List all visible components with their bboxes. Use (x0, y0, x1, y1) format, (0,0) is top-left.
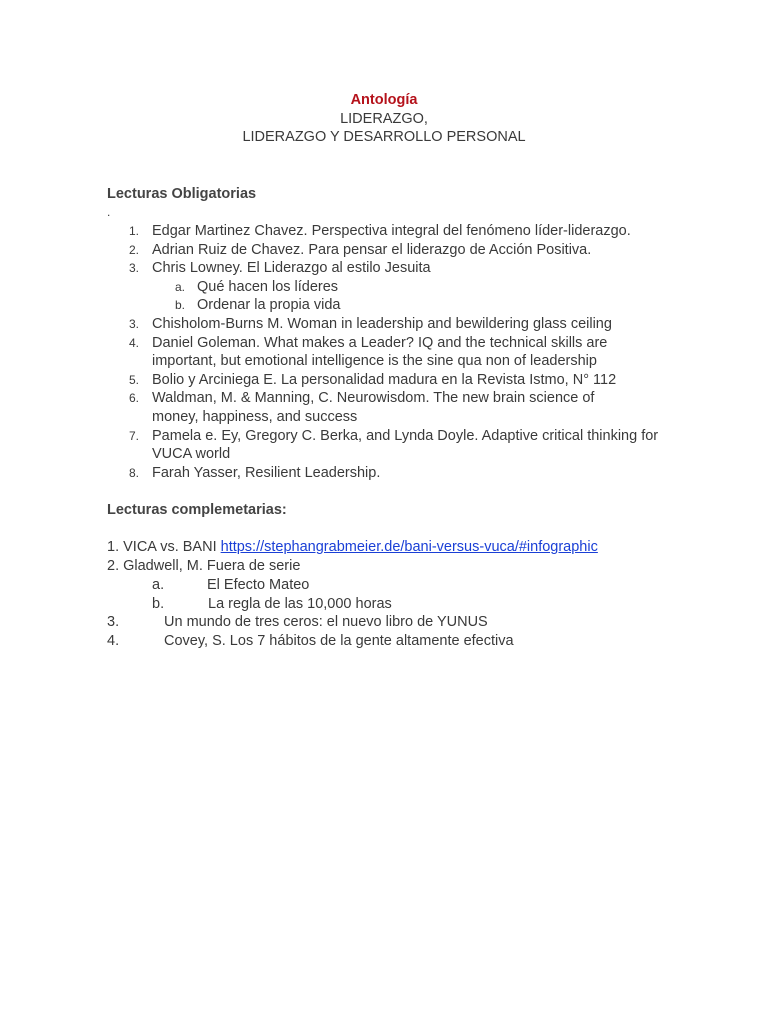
sub-item-text: La regla de las 10,000 horas (208, 596, 392, 612)
document-title: Antología (350, 92, 418, 108)
stray-bullet: . (107, 205, 111, 219)
item-text: Adrian Ruiz de Chavez. Para pensar el liderazgo de Acción Positiva. (152, 241, 592, 258)
sub-item-letter: a. (175, 279, 186, 294)
sub-item-text: El Efecto Mateo (207, 577, 310, 593)
item-text: Chris Lowney. El Liderazgo al estilo Jesuita (152, 260, 431, 277)
complementaria-item-3: Un mundo de tres ceros: el nuevo libro de YUNUS (164, 614, 488, 630)
sub-item-text: Ordenar la propia vida (197, 297, 341, 314)
item-number: 1. (129, 224, 140, 238)
item-text: Waldman, M. & Manning, C. Neurowisdom. The new brain science of money, happiness, and success (152, 390, 595, 425)
item-number: 7. (129, 428, 140, 443)
item-text: Farah Yasser, Resilient Leadership. (152, 464, 381, 481)
heading-lecturas-complementarias: Lecturas complemetarias: (107, 502, 287, 518)
item-text: Chisholom-Burns M. Woman in leadership and bewildering glass ceiling (152, 315, 612, 332)
infographic-link[interactable]: https://stephangrabmeier.de/bani-versus-vuca/#infographic (220, 539, 598, 555)
item-number: 3. (107, 614, 120, 630)
item-text: Edgar Martinez Chavez. Perspectiva integral del fenómeno líder-liderazgo. (152, 223, 631, 239)
complementaria-item-1 (107, 538, 598, 557)
item-number: 4. (129, 335, 140, 350)
item-text: Daniel Goleman. What makes a Leader? IQ and the technical skills are important, but emotional intelligence is the sine qua non of leadership (152, 334, 608, 370)
subtitle-line-1: LIDERAZGO, (340, 110, 428, 127)
complementaria-item-4: Covey, S. Los 7 hábitos de la gente altamente efectiva (164, 633, 514, 649)
item-text: Pamela e. Ey, Gregory C. Berka, and Lynda Doyle. Adaptive critical thinking for VUCA world (152, 427, 659, 463)
item-number: 6. (129, 391, 140, 406)
item-number: 8. (129, 465, 140, 480)
sub-item-letter: b. (175, 298, 186, 313)
sub-item-letter: a. (152, 577, 165, 593)
item-number: 3. (129, 261, 140, 276)
sub-item-letter: b. (152, 596, 165, 612)
item-text: Bolio y Arciniega E. La personalidad madura en la Revista Istmo, N° 112 (152, 371, 617, 388)
sub-item-text: Qué hacen los líderes (197, 278, 339, 295)
complementaria-item-2: 2. Gladwell, M. Fuera de serie (107, 558, 301, 574)
heading-lecturas-obligatorias: Lecturas Obligatorias (107, 186, 257, 202)
item-number: 2. (129, 242, 140, 257)
item-text: 1. VICA vs. BANI (107, 539, 221, 555)
subtitle-line-2: LIDERAZGO Y DESARROLLO PERSONAL (242, 129, 526, 145)
item-number: 5. (129, 372, 140, 387)
document-header (0, 91, 768, 147)
item-number: 4. (107, 633, 120, 649)
item-number: 3. (129, 316, 140, 331)
